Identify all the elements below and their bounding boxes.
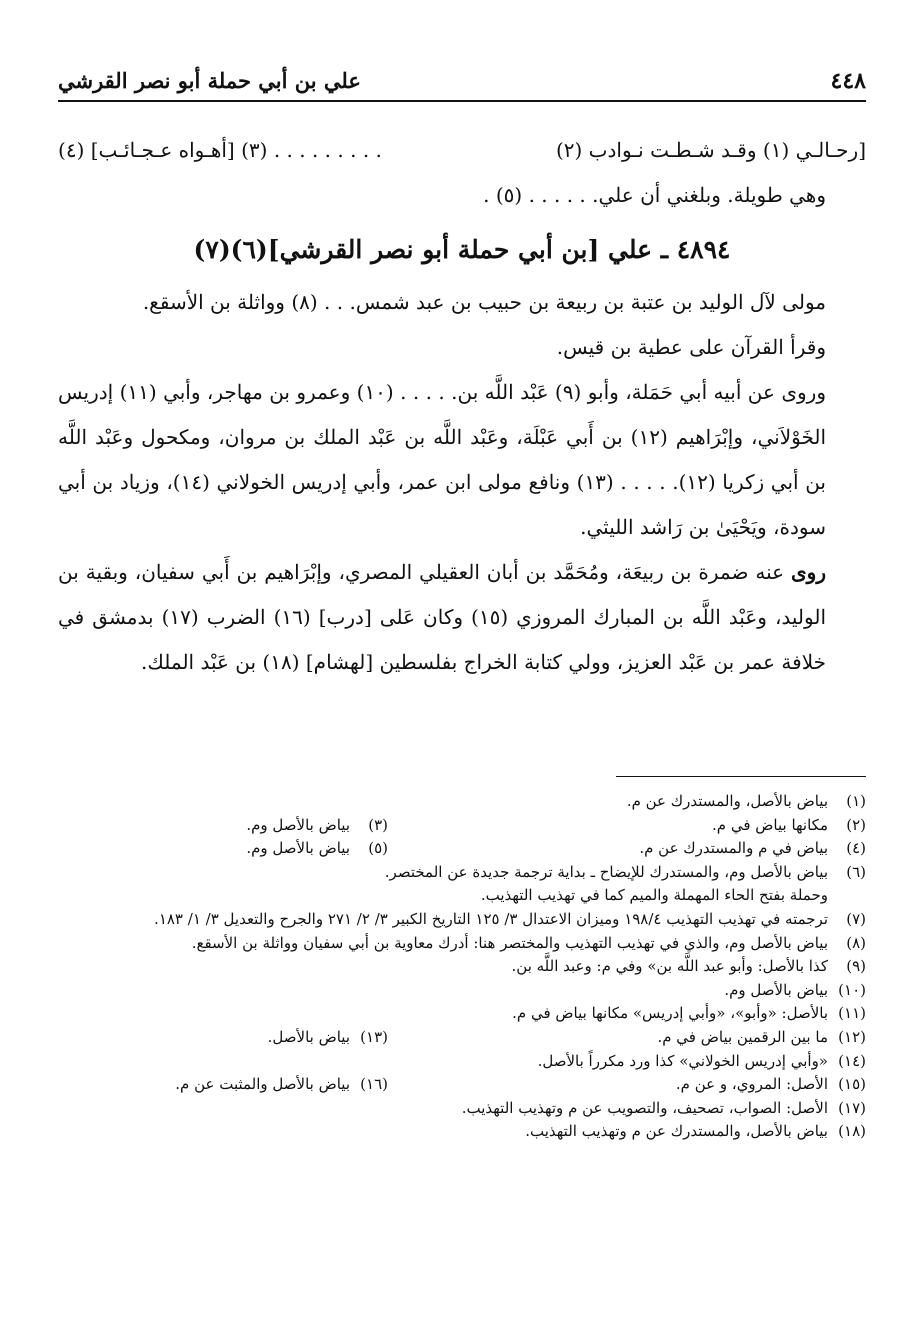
footnote-number: (٩) [846, 957, 866, 976]
footnote-number: (٦) [846, 862, 866, 881]
footnote-number: (١٠) [838, 980, 866, 999]
footnote-number: (١٨) [838, 1122, 866, 1141]
footnote-number: (١١) [838, 1004, 866, 1023]
footnote-line [58, 932, 866, 956]
footnote-number: (٤) [846, 839, 866, 858]
verse-left-hemistich: . . . . . . . . . (٣) [أهـواه عـجـائـب] (٤) [58, 138, 382, 162]
footnote-text: «وأبي إدريس الخولاني» كذا ورد مكرراً بالأصل. [537, 1051, 828, 1070]
footnote-text: الأصل: الصواب، تصحيف، والتصويب عن م وتهذيب التهذيب. [461, 1098, 828, 1117]
paragraph: وهي طويلة. وبلغني أن علي. . . . . . (٥) . [483, 183, 826, 207]
footnote-text: بياض بالأصل. [267, 1027, 350, 1046]
footnote-separator [616, 776, 866, 777]
footnotes [58, 790, 866, 1144]
main-text [58, 128, 866, 685]
footnote-text: بياض بالأصل وم، والذي في تهذيب التهذيب والمختصر هنا: أدرك معاوية بن أبي سفيان وواثلة بن الأسقع. [191, 933, 828, 952]
paragraph: وروى عن أبيه أبي حَمَلة، وأبو (٩) عَبْد اللَّه بن. . . . . (١٠) وعمرو بن مهاجر، وأبي (١١) إدريس الخَوْلاَني، وإبْرَاهيم (١٢) بن أَبي عَبْلَة، وعَبْد اللَّه بن عَبْد الملك بن مروان، ومكحول وعَبْد اللَّه بن أبي زكريا (١٢). . . . . (١٣) ونافع مولى ابن عمر، وأبي إدريس الخولاني (١٤)، وزياد بن أبي سودة، ويَحْيَىٰ بن رَاشد الليثي. [58, 380, 826, 539]
footnote-line [58, 979, 866, 1003]
verse-right-hemistich: [رحـالـي (١) وقـد شـطـت نـوادب (٢) [555, 138, 866, 162]
footnote-text: الأصل: المروي، و عن م. [675, 1075, 828, 1094]
footnote-line [58, 861, 866, 885]
footnote-text: بياض بالأصل وم. [246, 815, 350, 834]
footnote-text: بياض في م والمستدرك عن م. [639, 839, 828, 858]
footnote-line [58, 814, 866, 838]
footnote-number: (١٤) [838, 1051, 866, 1070]
footnote-number: (٢) [846, 815, 866, 834]
footnote-text: بياض بالأصل وم، والمستدرك للإيضاح ـ بداية ترجمة جديدة عن المختصر. [384, 862, 828, 881]
entry-title: ٤٨٩٤ ـ علي [بن أبي حملة أبو نصر القرشي](٦)(٧) [193, 235, 731, 264]
footnote-line [58, 1050, 866, 1074]
running-title: علي بن أبي حملة أبو نصر القرشي [58, 68, 361, 93]
footnote-text: بياض بالأصل، والمستدرك عن م وتهذيب التهذيب. [525, 1122, 828, 1141]
footnote-line [58, 1097, 866, 1121]
footnote-number: (١٣) [360, 1027, 388, 1046]
footnote-text: بياض بالأصل، والمستدرك عن م. [626, 792, 828, 810]
footnote-number: (٣) [368, 815, 388, 834]
footnote-line [58, 837, 866, 861]
footnote-text: بياض بالأصل والمثبت عن م. [175, 1075, 350, 1094]
poem-verse [58, 128, 866, 173]
paragraph: وقرأ القرآن على عطية بن قيس. [556, 335, 826, 359]
footnote-line [58, 908, 866, 932]
paragraph-lead-word: روى [791, 560, 826, 584]
footnote-number: (١٧) [838, 1098, 866, 1117]
footnote-text: وحملة بفتح الحاء المهملة والميم كما في تهذيب التهذيب. [480, 886, 828, 905]
footnote-text: كذا بالأصل: وأبو عبد اللَّه بن» وفي م: وعبد اللَّه بن. [511, 957, 828, 976]
paragraph: مولى لآل الوليد بن عتبة بن ربيعة بن حبيب بن عبد شمس. . . (٨) وواثلة بن الأسقع. [142, 290, 826, 314]
footnote-number: (١٥) [838, 1075, 866, 1094]
footnote-text: ترجمته في تهذيب التهذيب ١٩٨/٤ وميزان الاعتدال ٣/ ١٢٥ التاريخ الكبير ٣/ ٢/ ٢٧١ والجرح والتعديل ٣/ ١/ ١٨٣. [154, 909, 828, 928]
footnote-line [58, 884, 866, 908]
footnote-line [58, 1026, 866, 1050]
footnote-number: (٨) [846, 933, 866, 952]
footnote-line [58, 1073, 866, 1097]
footnote-text: بياض بالأصل وم. [724, 980, 828, 999]
footnote-number: (٧) [846, 909, 866, 928]
footnote-line [58, 790, 866, 814]
footnote-line [58, 1120, 866, 1144]
page-header [58, 66, 866, 102]
footnote-number: (١) [846, 792, 866, 810]
page-number: ٤٤٨ [830, 68, 866, 94]
paragraph [58, 550, 866, 685]
footnote-text: مكانها بياض في م. [712, 815, 828, 834]
footnote-text: ما بين الرقمين بياض في م. [657, 1027, 828, 1046]
paragraph-text: عنه ضمرة بن ربيعَة، ومُحَمَّد بن أبان العقيلي المصري، وإبْرَاهيم بن أَبي سفيان، وبقية بن الوليد، وعَبْد اللَّه بن المبارك المروزي (١٥) وكان عَلى [درب] (١٦) الضرب (١٧) بدمشق في خلافة عمر بن عَبْد العزيز، وولي كتابة الخراج بفلسطين [لهشام] (١٨) بن عَبْد الملك. [58, 560, 827, 674]
footnote-line [58, 1002, 866, 1026]
footnote-number: (٥) [368, 839, 388, 858]
footnote-number: (١٦) [360, 1075, 388, 1094]
footnote-line [58, 955, 866, 979]
footnote-number: (١٢) [838, 1027, 866, 1046]
footnote-text: بياض بالأصل وم. [246, 839, 350, 858]
footnote-text: بالأصل: «وأبو»، «وأبي إدريس» مكانها بياض في م. [512, 1004, 828, 1023]
